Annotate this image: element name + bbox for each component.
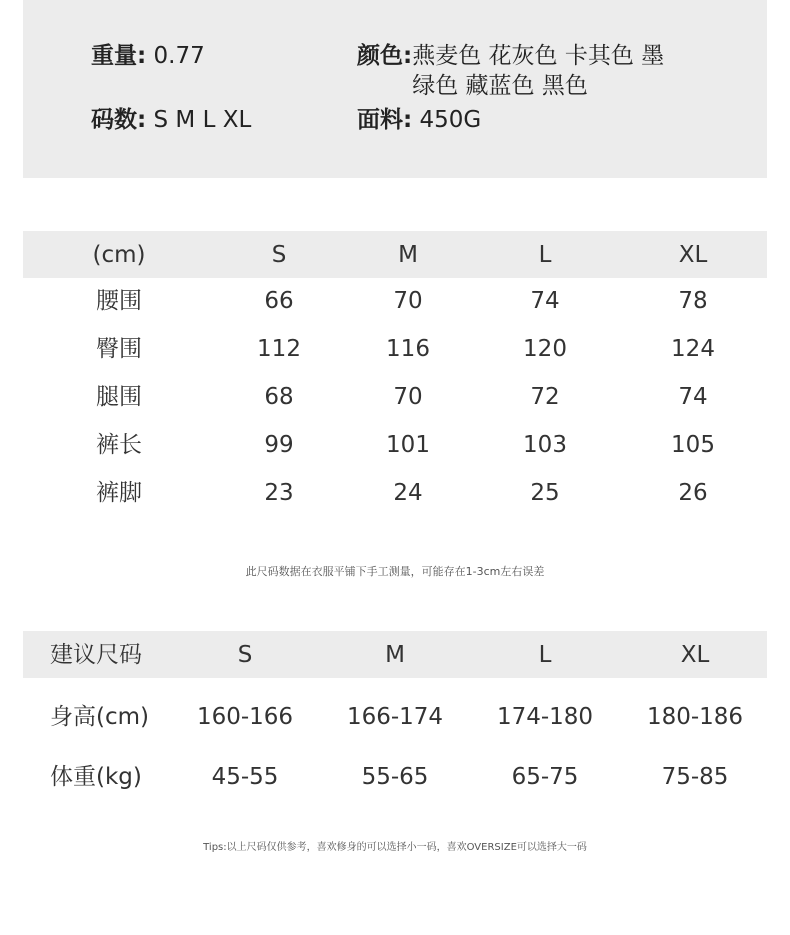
recommend-header-cell: XL (680, 642, 710, 668)
table-cell: 105 (671, 432, 715, 458)
table-row (23, 374, 767, 422)
table-cell: 26 (678, 480, 708, 506)
table-cell: 103 (523, 432, 567, 458)
table-cell: 78 (678, 288, 708, 314)
recommend-header-cell: M (385, 642, 405, 668)
table-cell: 55-65 (361, 764, 429, 790)
table-row (23, 687, 767, 747)
table-cell: 23 (264, 480, 294, 506)
weight-label: 重量: (91, 43, 147, 69)
recommend-header-cell: 建议尺码 (50, 642, 142, 668)
size-value: S M L XL (153, 107, 252, 133)
table-cell: 65-75 (511, 764, 579, 790)
table-cell: 99 (264, 432, 294, 458)
tips-note: Tips:以上尺码仅供参考，喜欢修身的可以选择小一码，喜欢OVERSIZE可以选择大一码 (203, 842, 587, 853)
color-label: 颜色: (357, 43, 413, 69)
size-header-cell: (cm) (92, 242, 146, 268)
color-field (357, 41, 697, 101)
row-label: 臀围 (96, 336, 142, 362)
size-header-cell: M (398, 242, 418, 268)
size-header-cell: S (271, 242, 287, 268)
weight-value: 0.77 (153, 43, 205, 69)
table-cell: 24 (393, 480, 423, 506)
row-label: 裤长 (96, 432, 142, 458)
table-cell: 112 (257, 336, 301, 362)
row-label: 腰围 (96, 288, 142, 314)
table-cell: 101 (386, 432, 430, 458)
recommend-header-cell: S (237, 642, 253, 668)
color-value: 燕麦色 花灰色 卡其色 墨绿色 藏蓝色 黑色 (412, 43, 665, 99)
size-header-cell: L (538, 242, 552, 268)
table-cell: 166-174 (346, 704, 444, 730)
fabric-label: 面料: (357, 107, 413, 133)
table-cell: 116 (386, 336, 430, 362)
fabric-value: 450G (419, 107, 482, 133)
table-cell: 74 (530, 288, 560, 314)
fabric-field (357, 105, 481, 135)
table-cell: 174-180 (496, 704, 594, 730)
table-row (23, 278, 767, 326)
table-cell: 45-55 (211, 764, 279, 790)
size-field (91, 105, 251, 135)
row-label: 裤脚 (96, 480, 142, 506)
table-cell: 160-166 (196, 704, 294, 730)
product-info-box (23, 0, 767, 178)
table-cell: 180-186 (646, 704, 744, 730)
size-table-header (23, 231, 767, 278)
table-cell: 68 (264, 384, 294, 410)
size-measurement-table (23, 231, 767, 518)
size-header-cell: XL (678, 242, 708, 268)
table-cell: 70 (393, 384, 423, 410)
table-row (23, 747, 767, 807)
weight-field (91, 41, 205, 71)
table-cell: 70 (393, 288, 423, 314)
table-cell: 25 (530, 480, 560, 506)
table-cell: 72 (530, 384, 560, 410)
table-cell: 120 (523, 336, 567, 362)
table-cell: 66 (264, 288, 294, 314)
recommend-header-cell: L (538, 642, 552, 668)
row-label: 身高(cm) (50, 704, 149, 730)
table-cell: 124 (671, 336, 715, 362)
table-cell: 74 (678, 384, 708, 410)
row-label: 体重(kg) (50, 764, 142, 790)
table-cell: 75-85 (661, 764, 729, 790)
table-row (23, 470, 767, 518)
recommended-size-table (23, 631, 767, 807)
table-row (23, 422, 767, 470)
table-row (23, 326, 767, 374)
row-label: 腿围 (96, 384, 142, 410)
size-label: 码数: (91, 107, 147, 133)
measurement-note: 此尺码数据在衣服平铺下手工测量，可能存在1-3cm左右误差 (245, 565, 545, 578)
recommend-table-header (23, 631, 767, 678)
